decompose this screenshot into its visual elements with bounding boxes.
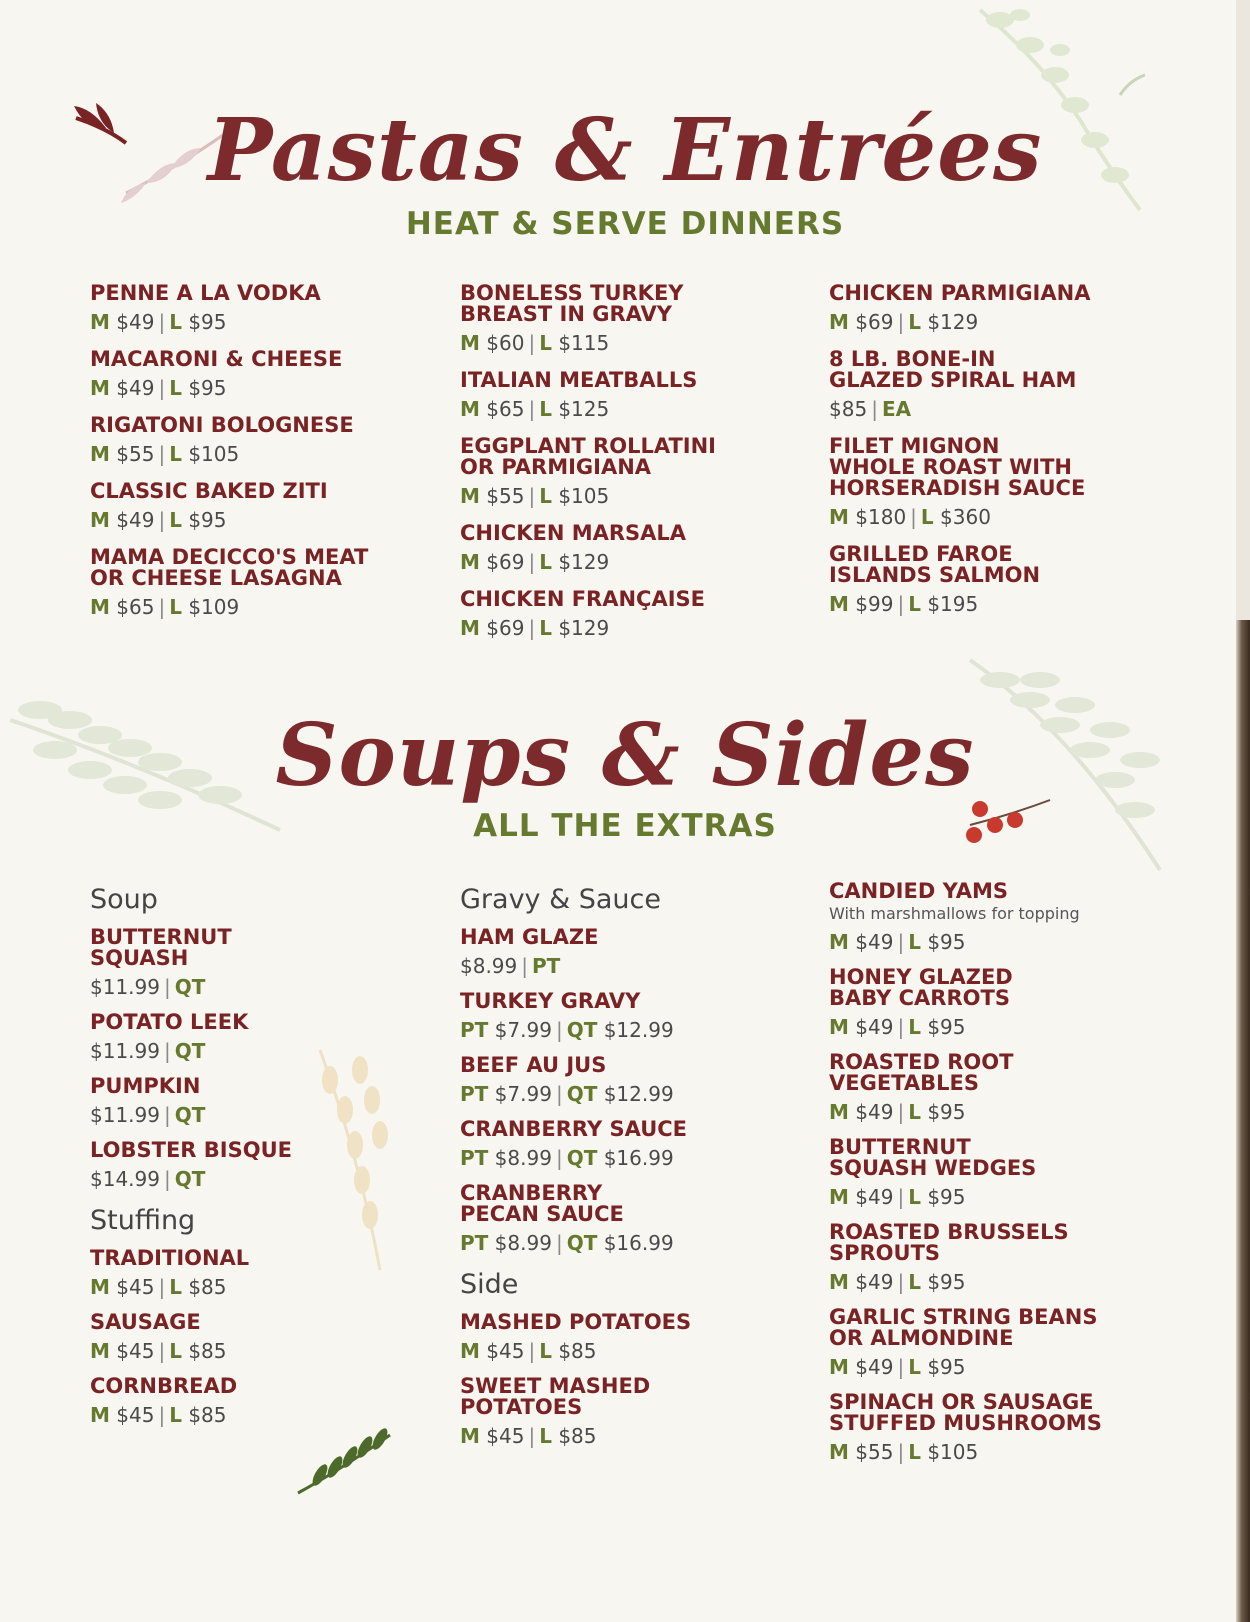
pastas-title: Pastas & Entrées [207, 100, 1043, 201]
menu-item [829, 1052, 1129, 1125]
item-price [460, 330, 800, 356]
price-medium: $45 [486, 1339, 525, 1363]
menu-item [460, 1376, 800, 1449]
price-medium: $55 [855, 1440, 894, 1464]
size-medium-label: M [460, 331, 480, 355]
item-name: ITALIAN MEATBALLS [460, 368, 698, 392]
menu-item [829, 1222, 1129, 1295]
size-medium-label: M [829, 1440, 849, 1464]
item-price [90, 1274, 430, 1300]
menu-item [829, 1307, 1129, 1380]
price-separator: | [163, 975, 171, 999]
item-price [460, 1145, 800, 1171]
price-separator: | [897, 1440, 905, 1464]
size-medium-label: M [829, 1015, 849, 1039]
price-value: $11.99 [90, 1039, 160, 1063]
item-price [460, 396, 800, 422]
price-large: $105 [558, 484, 610, 508]
item-price [829, 504, 1129, 530]
price-separator: | [897, 1015, 905, 1039]
item-price [90, 441, 430, 467]
menu-item [460, 436, 800, 509]
size-medium-label: M [90, 508, 110, 532]
item-price [90, 1402, 430, 1428]
item-name: ROASTED BRUSSELS SPROUTS [829, 1220, 1069, 1265]
item-price [460, 1338, 800, 1364]
menu-item [90, 547, 430, 620]
price-separator: | [871, 397, 878, 421]
item-price [90, 375, 430, 401]
price-medium: $45 [116, 1339, 155, 1363]
soups-subtitle: ALL THE EXTRAS [473, 808, 777, 844]
price-large: $95 [927, 930, 966, 954]
price-separator: | [910, 505, 917, 529]
menu-item [460, 991, 800, 1043]
item-price [829, 1439, 1129, 1465]
item-name: HONEY GLAZED BABY CARROTS [829, 965, 1013, 1010]
size-large-label: L [908, 1015, 921, 1039]
item-price [90, 507, 430, 533]
price-medium: $69 [486, 616, 525, 640]
menu-item [829, 283, 1129, 335]
price-large: $85 [188, 1403, 227, 1427]
size-medium-label: M [829, 1185, 849, 1209]
item-price [829, 1099, 1129, 1125]
price-separator: | [897, 592, 905, 616]
menu-item [460, 1055, 800, 1107]
size-medium-label: M [90, 310, 110, 334]
price-separator: | [158, 376, 166, 400]
item-name: SPINACH OR SAUSAGE STUFFED MUSHROOMS [829, 1390, 1102, 1435]
price-separator: | [528, 1424, 536, 1448]
price-separator: | [528, 1339, 536, 1363]
price-value: $11.99 [90, 975, 160, 999]
price-medium: $49 [855, 1015, 894, 1039]
item-name: TURKEY GRAVY [460, 989, 641, 1013]
item-name: CRANBERRY SAUCE [460, 1117, 688, 1141]
size-large-label: L [539, 484, 552, 508]
item-price [460, 615, 800, 641]
size-medium-label: PT [460, 1231, 489, 1255]
price-separator: | [163, 1039, 171, 1063]
menu-item [90, 1140, 430, 1192]
price-large: $12.99 [603, 1018, 674, 1042]
price-medium: $55 [116, 442, 155, 466]
size-large-label: L [169, 1403, 182, 1427]
item-name: BUTTERNUT SQUASH WEDGES [829, 1135, 1037, 1180]
price-medium: $49 [855, 930, 894, 954]
price-separator: | [528, 331, 536, 355]
price-separator: | [528, 616, 536, 640]
size-large-label: L [908, 1440, 921, 1464]
menu-item [460, 927, 800, 979]
price-medium: $60 [486, 331, 525, 355]
size-large-label: QT [566, 1082, 598, 1106]
item-price [829, 591, 1129, 617]
size-large-label: L [908, 1100, 921, 1124]
price-medium: $7.99 [494, 1082, 552, 1106]
price-large: $125 [558, 397, 610, 421]
price-large: $85 [188, 1339, 227, 1363]
price-separator: | [897, 1270, 905, 1294]
size-large-label: L [539, 550, 552, 574]
item-name: POTATO LEEK [90, 1010, 249, 1034]
price-large: $115 [558, 331, 610, 355]
item-name: CORNBREAD [90, 1374, 238, 1398]
price-large: $85 [188, 1275, 227, 1299]
size-medium-label: PT [460, 1082, 489, 1106]
price-separator: | [555, 1018, 563, 1042]
price-large: $95 [927, 1015, 966, 1039]
size-large-label: L [920, 505, 934, 529]
price-separator: | [897, 1185, 905, 1209]
soups-column-2 [460, 881, 800, 1461]
size-large-label: L [539, 616, 552, 640]
price-separator: | [528, 397, 536, 421]
price-separator: | [897, 1355, 905, 1379]
size-large-label: L [908, 1355, 921, 1379]
size-medium-label: M [90, 1275, 110, 1299]
price-separator: | [897, 930, 905, 954]
item-name: BEEF AU JUS [460, 1053, 607, 1077]
size-large-label: L [908, 592, 921, 616]
size-medium-label: M [460, 1339, 480, 1363]
menu-item [829, 436, 1129, 530]
pastas-column-3 [829, 283, 1129, 631]
price-medium: $45 [116, 1275, 155, 1299]
item-name: HAM GLAZE [460, 925, 599, 949]
price-large: $16.99 [603, 1231, 674, 1255]
price-large: $95 [188, 376, 227, 400]
price-medium: $49 [116, 376, 155, 400]
item-price [460, 549, 800, 575]
size-large-label: L [169, 310, 182, 334]
side-category-label: Side [460, 1269, 519, 1300]
price-unit: QT [174, 1039, 206, 1063]
price-separator: | [528, 484, 536, 508]
price-medium: $99 [855, 592, 894, 616]
size-large-label: L [539, 397, 552, 421]
price-medium: $49 [855, 1270, 894, 1294]
price-large: $95 [927, 1355, 966, 1379]
price-value: $8.99 [460, 954, 518, 978]
item-price [829, 309, 1129, 335]
price-separator: | [158, 1275, 166, 1299]
price-medium: $45 [116, 1403, 155, 1427]
menu-item [90, 1376, 430, 1428]
menu-item [90, 1076, 430, 1128]
item-name: MACARONI & CHEESE [90, 347, 343, 371]
size-large-label: L [908, 1270, 921, 1294]
price-unit: QT [174, 1103, 206, 1127]
item-price [460, 953, 800, 979]
menu-item [460, 1312, 800, 1364]
size-large-label: QT [566, 1146, 598, 1170]
price-large: $129 [558, 616, 610, 640]
price-medium: $69 [855, 310, 894, 334]
menu-item [460, 589, 800, 641]
item-price [460, 1230, 800, 1256]
item-price [829, 1184, 1129, 1210]
item-name: PUMPKIN [90, 1074, 201, 1098]
price-medium: $45 [486, 1424, 525, 1448]
soups-column-1 [90, 881, 430, 1440]
price-large: $109 [188, 595, 240, 619]
item-price [460, 1017, 800, 1043]
item-name: FILET MIGNON WHOLE ROAST WITH HORSERADISH SAUCE [829, 434, 1086, 500]
size-large-label: L [908, 930, 921, 954]
item-price [90, 594, 430, 620]
price-medium: $8.99 [494, 1146, 552, 1170]
item-name: CLASSIC BAKED ZITI [90, 479, 328, 503]
price-medium: $7.99 [494, 1018, 552, 1042]
menu-item [460, 1119, 800, 1171]
page-edge-top [1236, 0, 1250, 620]
size-medium-label: M [829, 1270, 849, 1294]
size-large-label: L [169, 595, 182, 619]
item-name: SAUSAGE [90, 1310, 201, 1334]
menu-item [829, 881, 1129, 955]
price-large: $16.99 [603, 1146, 674, 1170]
item-name: MAMA DECICCO'S MEAT OR CHEESE LASAGNA [90, 545, 369, 590]
menu-item [829, 1137, 1129, 1210]
price-large: $360 [940, 505, 991, 529]
item-price [90, 1038, 430, 1064]
price-separator: | [897, 310, 905, 334]
size-medium-label: M [829, 310, 849, 334]
size-medium-label: PT [460, 1146, 489, 1170]
size-large-label: L [169, 508, 182, 532]
size-medium-label: M [90, 376, 110, 400]
price-large: $129 [927, 310, 979, 334]
menu-item [829, 1392, 1129, 1465]
item-name: BONELESS TURKEY BREAST IN GRAVY [460, 281, 684, 326]
price-medium: $49 [116, 508, 155, 532]
menu-item [90, 349, 430, 401]
size-medium-label: M [829, 592, 849, 616]
price-large: $195 [927, 592, 979, 616]
price-separator: | [158, 595, 166, 619]
item-price [460, 1081, 800, 1107]
item-name: SWEET MASHED POTATOES [460, 1374, 651, 1419]
size-medium-label: M [460, 1424, 480, 1448]
menu-item [90, 1248, 430, 1300]
menu-item [90, 927, 430, 1000]
size-medium-label: M [460, 616, 480, 640]
size-medium-label: M [829, 1100, 849, 1124]
item-price [829, 1354, 1129, 1380]
price-separator: | [158, 508, 166, 532]
item-price [829, 1269, 1129, 1295]
item-price [829, 1014, 1129, 1040]
price-medium: $55 [486, 484, 525, 508]
size-medium-label: M [90, 442, 110, 466]
soups-column-3 [829, 881, 1129, 1477]
item-price [829, 929, 1129, 955]
item-name: CHICKEN MARSALA [460, 521, 687, 545]
menu-item [460, 370, 800, 422]
size-medium-label: M [829, 505, 849, 529]
price-separator: | [528, 550, 536, 574]
item-name: GRILLED FAROE ISLANDS SALMON [829, 542, 1041, 587]
soup-category-label: Soup [90, 884, 158, 915]
price-separator: | [555, 1082, 563, 1106]
item-price [460, 1423, 800, 1449]
price-large: $95 [188, 508, 227, 532]
size-medium-label: M [90, 1339, 110, 1363]
item-name: ROASTED ROOT VEGETABLES [829, 1050, 1014, 1095]
price-separator: | [158, 1403, 166, 1427]
size-medium-label: PT [460, 1018, 489, 1042]
price-unit: QT [174, 975, 206, 999]
soups-title: Soups & Sides [275, 705, 975, 806]
price-separator: | [521, 954, 529, 978]
size-medium-label: M [460, 397, 480, 421]
item-price [90, 1338, 430, 1364]
size-large-label: L [169, 376, 182, 400]
price-medium: $49 [116, 310, 155, 334]
pastas-column-2 [460, 283, 800, 655]
menu-item [90, 283, 430, 335]
price-separator: | [555, 1231, 563, 1255]
menu-item [90, 1312, 430, 1364]
price-separator: | [555, 1146, 563, 1170]
item-name: LOBSTER BISQUE [90, 1138, 292, 1162]
price-separator: | [163, 1167, 171, 1191]
menu-item [460, 283, 800, 356]
price-large: $95 [927, 1270, 966, 1294]
size-large-label: L [169, 1275, 182, 1299]
price-unit: EA [881, 397, 912, 421]
size-medium-label: M [829, 1355, 849, 1379]
price-large: $95 [188, 310, 227, 334]
price-separator: | [163, 1103, 171, 1127]
price-large: $95 [927, 1185, 966, 1209]
item-note: With marshmallows for topping [829, 904, 1080, 923]
size-large-label: L [908, 310, 921, 334]
price-medium: $49 [855, 1355, 894, 1379]
size-large-label: L [908, 1185, 921, 1209]
size-medium-label: M [90, 1403, 110, 1427]
item-price [90, 1166, 430, 1192]
item-name: PENNE A LA VODKA [90, 281, 321, 305]
item-name: EGGPLANT ROLLATINI OR PARMIGIANA [460, 434, 716, 479]
price-separator: | [158, 1339, 166, 1363]
menu-item [460, 523, 800, 575]
price-medium: $65 [116, 595, 155, 619]
item-price [829, 396, 1129, 422]
price-unit: QT [174, 1167, 206, 1191]
size-large-label: L [539, 331, 552, 355]
price-unit: PT [532, 954, 561, 978]
price-medium: $8.99 [494, 1231, 552, 1255]
item-name: CRANBERRY PECAN SAUCE [460, 1181, 624, 1226]
price-large: $95 [927, 1100, 966, 1124]
price-separator: | [158, 310, 166, 334]
size-medium-label: M [90, 595, 110, 619]
item-price [90, 309, 430, 335]
size-medium-label: M [829, 930, 849, 954]
item-name: CHICKEN PARMIGIANA [829, 281, 1091, 305]
size-large-label: L [169, 442, 182, 466]
size-large-label: QT [566, 1231, 598, 1255]
price-large: $129 [558, 550, 610, 574]
item-name: BUTTERNUT SQUASH [90, 925, 232, 970]
menu-item [829, 349, 1129, 422]
price-value: $85 [829, 397, 868, 421]
price-large: $12.99 [603, 1082, 674, 1106]
item-name: RIGATONI BOLOGNESE [90, 413, 354, 437]
price-medium: $49 [855, 1185, 894, 1209]
menu-item [829, 967, 1129, 1040]
price-medium: $180 [855, 505, 907, 529]
size-large-label: L [539, 1424, 552, 1448]
price-medium: $65 [486, 397, 525, 421]
size-medium-label: M [460, 484, 480, 508]
price-large: $85 [558, 1424, 597, 1448]
menu-item [90, 415, 430, 467]
item-price [90, 974, 430, 1000]
menu-item [829, 544, 1129, 617]
price-large: $105 [188, 442, 240, 466]
price-medium: $49 [855, 1100, 894, 1124]
item-price [90, 1102, 430, 1128]
price-value: $14.99 [90, 1167, 160, 1191]
size-large-label: L [169, 1339, 182, 1363]
pastas-subtitle: HEAT & SERVE DINNERS [405, 206, 845, 242]
size-large-label: QT [566, 1018, 598, 1042]
price-medium: $69 [486, 550, 525, 574]
item-name: CANDIED YAMS [829, 879, 1009, 903]
item-name: GARLIC STRING BEANS OR ALMONDINE [829, 1305, 1098, 1350]
item-name: MASHED POTATOES [460, 1310, 692, 1334]
price-large: $105 [927, 1440, 979, 1464]
pastas-column-1 [90, 283, 430, 634]
menu-item [90, 1012, 430, 1064]
menu-item [90, 481, 430, 533]
item-name: TRADITIONAL [90, 1246, 250, 1270]
item-price [460, 483, 800, 509]
item-name: CHICKEN FRANÇAISE [460, 587, 706, 611]
price-separator: | [897, 1100, 905, 1124]
size-large-label: L [539, 1339, 552, 1363]
price-large: $85 [558, 1339, 597, 1363]
price-value: $11.99 [90, 1103, 160, 1127]
item-name: 8 LB. BONE-IN GLAZED SPIRAL HAM [829, 347, 1077, 392]
price-separator: | [158, 442, 166, 466]
size-medium-label: M [460, 550, 480, 574]
gravy-category-label: Gravy & Sauce [460, 884, 661, 915]
stuffing-category-label: Stuffing [90, 1205, 196, 1236]
menu-item [460, 1183, 800, 1256]
